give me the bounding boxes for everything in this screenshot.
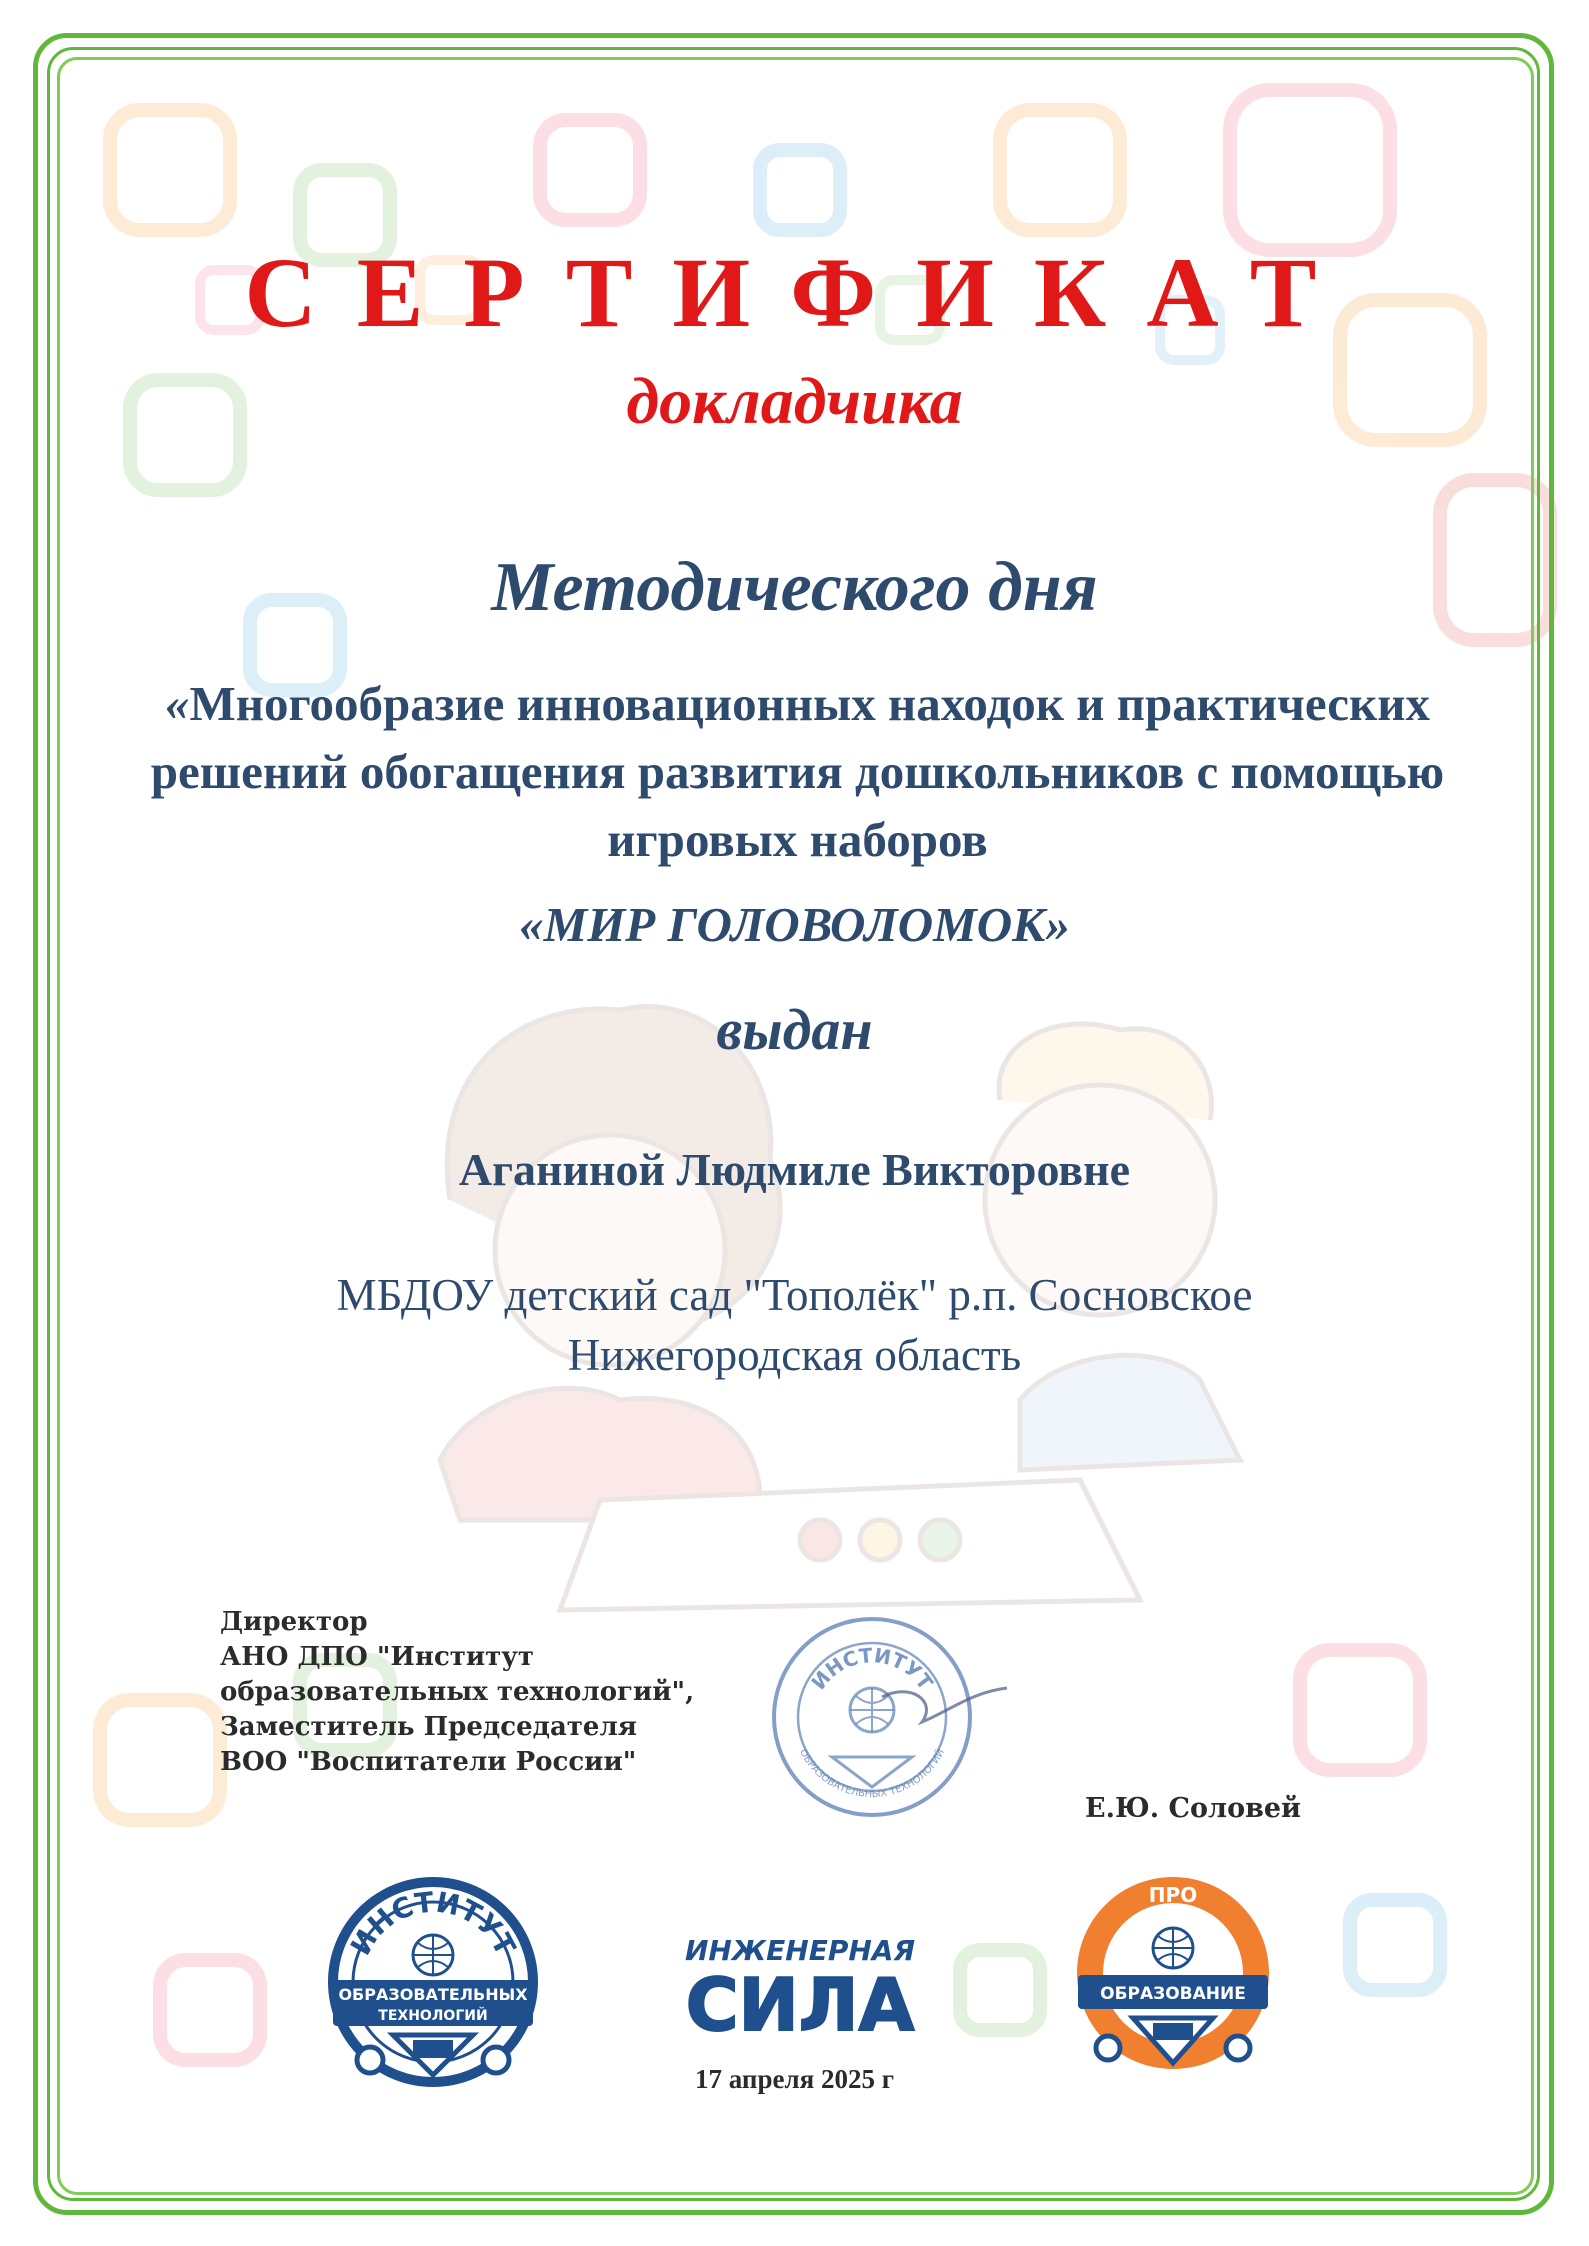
theme-quote-open: « [165,676,190,731]
event-theme [80,670,1515,874]
organization-line-2: Нижегородская область [567,1330,1022,1380]
seal-text: ИНСТИТУТ [806,1643,938,1695]
institute-logo-band1: ОБРАЗОВАТЕЛЬНЫХ [338,1985,528,2004]
signer-line: Заместитель Председателя [220,1712,637,1742]
pro-logo-band: ОБРАЗОВАНИЕ [1100,1984,1246,2004]
signer-line: Директор [220,1607,368,1637]
issued-label: выдан [716,997,873,1062]
signer-line: образовательных технологий", [220,1677,695,1707]
certificate-title: СЕРТИФИКАТ [244,237,1357,348]
signer-position [220,1605,780,1780]
certificate-subtitle: докладчика [626,365,963,438]
sila-logo-line2: СИЛА [685,1963,915,2040]
event-product: «МИР ГОЛОВОЛОМОК» [519,897,1070,952]
recipient-organization [0,1265,1589,1385]
signer-line: ВОО "Воспитатели России" [220,1747,637,1777]
seal-subtext: ОБРАЗОВАТЕЛЬНЫХ ТЕХНОЛОГИЙ [796,1747,948,1801]
institute-seal [762,1592,1012,1842]
signer-name: Е.Ю. Соловей [1085,1793,1302,1824]
institute-logo-text: ИНСТИТУТ [343,1885,523,1961]
signer-line: АНО ДПО "Институт [220,1642,535,1672]
inzhenernaya-sila-logo [670,1930,930,2040]
organization-line-1: МБДОУ детский сад "Тополёк" р.п. Сосновское [336,1270,1253,1320]
pro-logo-top: ПРО [1148,1883,1198,1907]
event-name: Методического дня [491,549,1098,626]
institute-logo-band2: ТЕХНОЛОГИЙ [378,2008,488,2024]
sila-logo-line1: ИНЖЕНЕРНАЯ [684,1934,916,1967]
issue-date: 17 апреля 2025 г [695,2064,894,2094]
theme-text: Многообразие инновационных находок и практических решений обогащения развития дошкольников с помощью игровых наборов [150,676,1445,867]
recipient-name: Аганиной Людмиле Викторовне [458,1144,1131,1195]
